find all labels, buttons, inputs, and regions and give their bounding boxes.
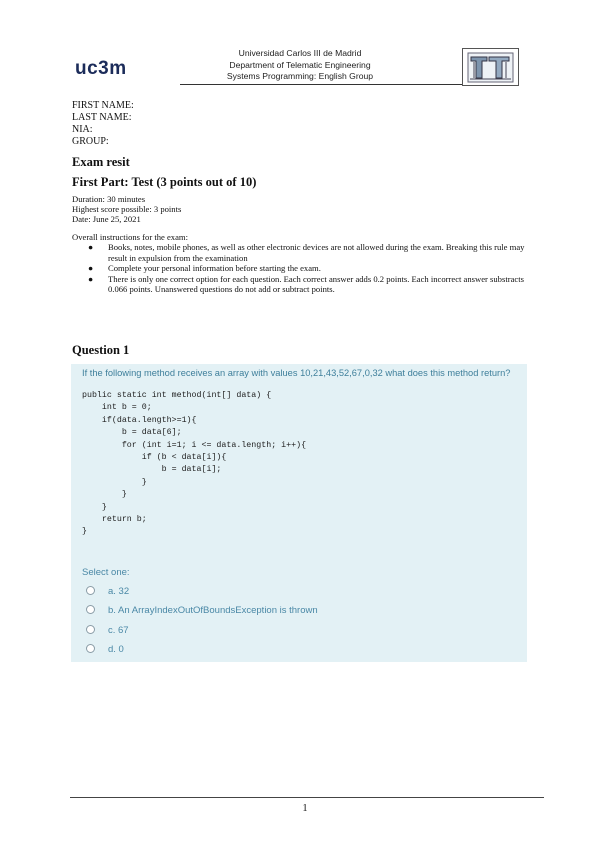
option-b[interactable]: [86, 605, 318, 616]
header-rule: [180, 84, 462, 85]
question-text: If the following method receives an array with values 10,21,43,52,67,0,32 what does this method return?: [82, 368, 511, 378]
question-title: Question 1: [72, 343, 130, 357]
radio-icon[interactable]: [86, 644, 95, 653]
radio-icon[interactable]: [86, 586, 95, 595]
option-d[interactable]: [86, 644, 124, 655]
bullet-icon: ●: [88, 273, 94, 284]
duration: Duration: 30 minutes: [72, 194, 146, 204]
bullet-icon: ●: [88, 263, 94, 274]
code-snippet: public static int method(int[] data) { int b = 0; if(data.length>=1){ b = data[6]; for (int i=1; i <= data.length; i++){ if (b < data[i]){ b = data[i]; } } } return b; }: [82, 391, 307, 537]
instruction-item: ● Complete your personal information before starting the exam.: [88, 263, 321, 274]
highest-score: Highest score possible: 3 points: [72, 204, 182, 214]
instruction-item: ● Books, notes, mobile phones, as well as other electronic devices are not allowed during the exam. Breaking this rule may result in expulsion from the examination: [88, 242, 525, 263]
instructions-list: [88, 242, 543, 295]
part-title: First Part: Test (3 points out of 10): [72, 175, 257, 189]
last-name-field: LAST NAME:: [72, 112, 132, 123]
nia-field: NIA:: [72, 124, 93, 135]
option-label: b. An ArrayIndexOutOfBoundsException is thrown: [108, 605, 318, 616]
bullet-icon: ●: [88, 242, 94, 252]
radio-icon[interactable]: [86, 625, 95, 634]
uc3m-logo: uc3m: [75, 58, 127, 79]
instruction-item: ● There is only one correct option for each question. Each correct answer adds 0.2 points. Each incorrect answer substracts 0.066 points. Unanswered questions do not add or subtract points.: [88, 273, 524, 295]
select-one-label: Select one:: [82, 567, 130, 578]
option-c[interactable]: [86, 625, 129, 636]
page-number: 1: [302, 803, 308, 814]
course-group: Systems Programming: English Group: [226, 71, 374, 81]
option-a[interactable]: [86, 586, 130, 597]
option-label: c. 67: [108, 625, 129, 636]
footer-rule: [70, 797, 544, 798]
instructions-title: Overall instructions for the exam:: [72, 232, 188, 242]
building-emblem-icon: [462, 48, 519, 86]
first-name-field: FIRST NAME:: [72, 100, 134, 111]
exam-date: Date: June 25, 2021: [72, 214, 141, 224]
exam-title: Exam resit: [72, 155, 130, 169]
radio-icon[interactable]: [86, 605, 95, 614]
option-label: d. 0: [108, 644, 124, 655]
group-field: GROUP:: [72, 136, 109, 147]
university-name: Universidad Carlos III de Madrid: [238, 48, 362, 58]
department-name: Department of Telematic Engineering: [229, 59, 371, 70]
option-label: a. 32: [108, 586, 130, 597]
header-institution: [180, 48, 420, 83]
